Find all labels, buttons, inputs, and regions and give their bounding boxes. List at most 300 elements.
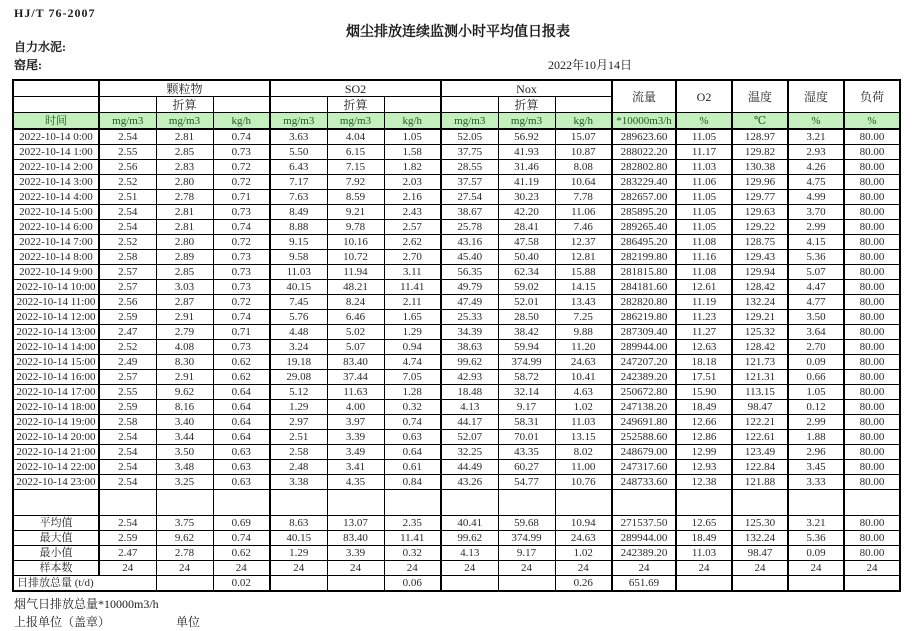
page-title: 烟尘排放连续监测小时平均值日报表 xyxy=(346,25,570,40)
value-cell: 0.72 xyxy=(213,235,270,250)
header-cell-unit: % xyxy=(788,113,844,130)
header-cell-sub xyxy=(213,97,270,113)
value-cell: 0.63 xyxy=(384,430,441,445)
value-cell: 17.51 xyxy=(676,370,732,385)
value-cell: 80.00 xyxy=(844,220,900,235)
value-cell: 1.29 xyxy=(270,400,327,415)
value-cell: 5.12 xyxy=(270,385,327,400)
time-cell: 2022-10-14 2:00 xyxy=(13,160,99,175)
value-cell: 10.76 xyxy=(555,475,612,490)
value-cell: 2.57 xyxy=(384,220,441,235)
summary-value-cell: 2.78 xyxy=(156,546,213,561)
value-cell: 11.94 xyxy=(327,265,384,280)
value-cell: 0.12 xyxy=(788,400,844,415)
value-cell: 80.00 xyxy=(844,460,900,475)
spacer-cell xyxy=(13,490,99,516)
summary-value-cell: 12.65 xyxy=(676,516,732,531)
value-cell: 2.59 xyxy=(99,310,156,325)
value-cell: 289944.00 xyxy=(612,340,676,355)
value-cell: 2.56 xyxy=(99,160,156,175)
value-cell: 9.21 xyxy=(327,205,384,220)
value-cell: 54.77 xyxy=(498,475,555,490)
value-cell: 282820.80 xyxy=(612,295,676,310)
value-cell: 2.99 xyxy=(788,415,844,430)
value-cell: 12.86 xyxy=(676,430,732,445)
value-cell: 7.46 xyxy=(555,220,612,235)
value-cell: 2.99 xyxy=(788,220,844,235)
value-cell: 18.18 xyxy=(676,355,732,370)
summary-value-cell: 40.41 xyxy=(441,516,498,531)
value-cell: 19.18 xyxy=(270,355,327,370)
summary-value-cell: 374.99 xyxy=(498,531,555,546)
header-cell-sub: 折算 xyxy=(498,97,555,113)
value-cell: 5.07 xyxy=(327,340,384,355)
summary-label-cell: 最大值 xyxy=(13,531,99,546)
daily-total-value-cell: 0.02 xyxy=(213,576,270,592)
value-cell: 2.96 xyxy=(788,445,844,460)
time-cell: 2022-10-14 10:00 xyxy=(13,280,99,295)
header-cell-single: O2 xyxy=(676,80,732,113)
value-cell: 9.17 xyxy=(498,400,555,415)
value-cell: 80.00 xyxy=(844,129,900,145)
summary-value-cell: 0.74 xyxy=(213,531,270,546)
value-cell: 11.05 xyxy=(676,190,732,205)
value-cell: 32.25 xyxy=(441,445,498,460)
value-cell: 80.00 xyxy=(844,445,900,460)
value-cell: 122.61 xyxy=(732,430,788,445)
value-cell: 80.00 xyxy=(844,385,900,400)
value-cell: 4.04 xyxy=(327,129,384,145)
value-cell: 248733.60 xyxy=(612,475,676,490)
time-cell: 2022-10-14 20:00 xyxy=(13,430,99,445)
summary-value-cell: 0.62 xyxy=(213,546,270,561)
value-cell: 2.55 xyxy=(99,145,156,160)
value-cell: 289265.40 xyxy=(612,220,676,235)
report-date: 2022年10月14日 xyxy=(548,58,633,72)
daily-total-value-cell: 651.69 xyxy=(612,576,676,592)
value-cell: 7.15 xyxy=(327,160,384,175)
value-cell: 80.00 xyxy=(844,370,900,385)
time-cell: 2022-10-14 15:00 xyxy=(13,355,99,370)
value-cell: 247207.20 xyxy=(612,355,676,370)
value-cell: 3.50 xyxy=(788,310,844,325)
header-cell-empty xyxy=(13,97,99,113)
value-cell: 1.88 xyxy=(788,430,844,445)
value-cell: 2.70 xyxy=(788,340,844,355)
value-cell: 12.66 xyxy=(676,415,732,430)
value-cell: 0.72 xyxy=(213,295,270,310)
value-cell: 122.21 xyxy=(732,415,788,430)
value-cell: 0.73 xyxy=(213,280,270,295)
time-cell: 2022-10-14 21:00 xyxy=(13,445,99,460)
value-cell: 42.93 xyxy=(441,370,498,385)
value-cell: 2.89 xyxy=(156,250,213,265)
value-cell: 59.02 xyxy=(498,280,555,295)
daily-total-value-cell xyxy=(156,576,213,592)
value-cell: 7.05 xyxy=(384,370,441,385)
value-cell: 25.33 xyxy=(441,310,498,325)
header-cell-unit: mg/m3 xyxy=(498,113,555,130)
value-cell: 2.80 xyxy=(156,175,213,190)
value-cell: 282199.80 xyxy=(612,250,676,265)
value-cell: 80.00 xyxy=(844,235,900,250)
value-cell: 11.17 xyxy=(676,145,732,160)
value-cell: 281815.80 xyxy=(612,265,676,280)
value-cell: 8.49 xyxy=(270,205,327,220)
value-cell: 249691.80 xyxy=(612,415,676,430)
value-cell: 11.63 xyxy=(327,385,384,400)
value-cell: 28.55 xyxy=(441,160,498,175)
value-cell: 2.93 xyxy=(788,145,844,160)
time-cell: 2022-10-14 11:00 xyxy=(13,295,99,310)
time-cell: 2022-10-14 1:00 xyxy=(13,145,99,160)
value-cell: 3.41 xyxy=(327,460,384,475)
value-cell: 11.05 xyxy=(676,220,732,235)
value-cell: 0.74 xyxy=(213,310,270,325)
value-cell: 121.73 xyxy=(732,355,788,370)
summary-value-cell: 24 xyxy=(270,561,327,576)
value-cell: 121.31 xyxy=(732,370,788,385)
value-cell: 80.00 xyxy=(844,400,900,415)
header-cell-single: 负荷 xyxy=(844,80,900,113)
value-cell: 5.50 xyxy=(270,145,327,160)
value-cell: 28.50 xyxy=(498,310,555,325)
value-cell: 83.40 xyxy=(327,355,384,370)
value-cell: 11.00 xyxy=(555,460,612,475)
value-cell: 7.78 xyxy=(555,190,612,205)
value-cell: 2.97 xyxy=(270,415,327,430)
value-cell: 9.62 xyxy=(156,385,213,400)
value-cell: 2.54 xyxy=(99,129,156,145)
value-cell: 7.92 xyxy=(327,175,384,190)
summary-value-cell: 83.40 xyxy=(327,531,384,546)
value-cell: 49.79 xyxy=(441,280,498,295)
value-cell: 15.88 xyxy=(555,265,612,280)
value-cell: 128.42 xyxy=(732,340,788,355)
value-cell: 0.74 xyxy=(384,415,441,430)
time-cell: 2022-10-14 6:00 xyxy=(13,220,99,235)
value-cell: 11.41 xyxy=(384,280,441,295)
value-cell: 80.00 xyxy=(844,160,900,175)
spacer-cell xyxy=(327,490,384,516)
value-cell: 3.44 xyxy=(156,430,213,445)
value-cell: 7.45 xyxy=(270,295,327,310)
value-cell: 0.63 xyxy=(213,475,270,490)
value-cell: 0.63 xyxy=(213,460,270,475)
value-cell: 2.91 xyxy=(156,370,213,385)
header-cell-single: 流量 xyxy=(612,80,676,113)
header-cell-unit: *10000m3/h xyxy=(612,113,676,130)
value-cell: 4.48 xyxy=(270,325,327,340)
summary-value-cell: 24 xyxy=(498,561,555,576)
value-cell: 242389.20 xyxy=(612,370,676,385)
value-cell: 1.82 xyxy=(384,160,441,175)
summary-value-cell: 24 xyxy=(555,561,612,576)
value-cell: 0.71 xyxy=(213,190,270,205)
value-cell: 2.87 xyxy=(156,295,213,310)
summary-value-cell: 2.59 xyxy=(99,531,156,546)
spacer-cell xyxy=(844,490,900,516)
summary-value-cell: 271537.50 xyxy=(612,516,676,531)
summary-value-cell: 3.21 xyxy=(788,516,844,531)
summary-value-cell: 24 xyxy=(612,561,676,576)
value-cell: 0.73 xyxy=(213,205,270,220)
value-cell: 2.54 xyxy=(99,445,156,460)
value-cell: 80.00 xyxy=(844,190,900,205)
value-cell: 5.36 xyxy=(788,250,844,265)
header-cell-group: 颗粒物 xyxy=(99,80,270,97)
value-cell: 2.54 xyxy=(99,475,156,490)
value-cell: 2.52 xyxy=(99,340,156,355)
value-cell: 287309.40 xyxy=(612,325,676,340)
daily-total-value-cell xyxy=(327,576,384,592)
value-cell: 3.11 xyxy=(384,265,441,280)
value-cell: 3.21 xyxy=(788,129,844,145)
value-cell: 47.49 xyxy=(441,295,498,310)
value-cell: 45.40 xyxy=(441,250,498,265)
value-cell: 288022.20 xyxy=(612,145,676,160)
daily-total-value-cell xyxy=(676,576,732,592)
value-cell: 0.72 xyxy=(213,160,270,175)
value-cell: 2.54 xyxy=(99,460,156,475)
location-label: 窑尾: xyxy=(14,58,42,72)
summary-value-cell: 18.49 xyxy=(676,531,732,546)
header-cell-sub xyxy=(384,97,441,113)
daily-total-value-cell xyxy=(498,576,555,592)
summary-value-cell: 24 xyxy=(384,561,441,576)
header-cell-sub: 折算 xyxy=(156,97,213,113)
time-cell: 2022-10-14 9:00 xyxy=(13,265,99,280)
value-cell: 3.49 xyxy=(327,445,384,460)
value-cell: 99.62 xyxy=(441,355,498,370)
summary-value-cell: 0.69 xyxy=(213,516,270,531)
value-cell: 2.51 xyxy=(270,430,327,445)
value-cell: 129.94 xyxy=(732,265,788,280)
summary-label-cell: 样本数 xyxy=(13,561,99,576)
value-cell: 3.63 xyxy=(270,129,327,145)
summary-label-cell: 最小值 xyxy=(13,546,99,561)
time-cell: 2022-10-14 3:00 xyxy=(13,175,99,190)
spacer-cell xyxy=(270,490,327,516)
value-cell: 2.56 xyxy=(99,295,156,310)
value-cell: 11.03 xyxy=(676,160,732,175)
summary-value-cell: 40.15 xyxy=(270,531,327,546)
summary-value-cell: 59.68 xyxy=(498,516,555,531)
summary-value-cell: 13.07 xyxy=(327,516,384,531)
value-cell: 11.05 xyxy=(676,129,732,145)
value-cell: 15.90 xyxy=(676,385,732,400)
value-cell: 11.08 xyxy=(676,265,732,280)
value-cell: 2.43 xyxy=(384,205,441,220)
summary-value-cell: 99.62 xyxy=(441,531,498,546)
value-cell: 41.93 xyxy=(498,145,555,160)
value-cell: 2.81 xyxy=(156,220,213,235)
summary-value-cell: 24 xyxy=(99,561,156,576)
summary-value-cell: 98.47 xyxy=(732,546,788,561)
value-cell: 128.97 xyxy=(732,129,788,145)
value-cell: 2.85 xyxy=(156,265,213,280)
value-cell: 10.87 xyxy=(555,145,612,160)
time-cell: 2022-10-14 22:00 xyxy=(13,460,99,475)
value-cell: 4.15 xyxy=(788,235,844,250)
value-cell: 0.74 xyxy=(213,129,270,145)
summary-value-cell: 24 xyxy=(156,561,213,576)
header-cell-unit: kg/h xyxy=(384,113,441,130)
value-cell: 52.05 xyxy=(441,129,498,145)
value-cell: 2.54 xyxy=(99,205,156,220)
summary-value-cell: 11.03 xyxy=(676,546,732,561)
summary-value-cell: 0.32 xyxy=(384,546,441,561)
spacer-cell xyxy=(384,490,441,516)
value-cell: 37.75 xyxy=(441,145,498,160)
value-cell: 58.72 xyxy=(498,370,555,385)
value-cell: 13.15 xyxy=(555,430,612,445)
value-cell: 7.25 xyxy=(555,310,612,325)
value-cell: 80.00 xyxy=(844,205,900,220)
value-cell: 6.43 xyxy=(270,160,327,175)
value-cell: 0.09 xyxy=(788,355,844,370)
daily-total-label-cell: 日排放总量 (t/d) xyxy=(13,576,156,592)
spacer-cell xyxy=(441,490,498,516)
header-cell-sub xyxy=(99,97,156,113)
value-cell: 52.07 xyxy=(441,430,498,445)
value-cell: 2.16 xyxy=(384,190,441,205)
value-cell: 125.32 xyxy=(732,325,788,340)
value-cell: 11.20 xyxy=(555,340,612,355)
summary-value-cell: 242389.20 xyxy=(612,546,676,561)
value-cell: 25.78 xyxy=(441,220,498,235)
value-cell: 3.50 xyxy=(156,445,213,460)
value-cell: 0.94 xyxy=(384,340,441,355)
value-cell: 2.49 xyxy=(99,355,156,370)
value-cell: 2.78 xyxy=(156,190,213,205)
value-cell: 2.54 xyxy=(99,430,156,445)
value-cell: 58.31 xyxy=(498,415,555,430)
value-cell: 0.66 xyxy=(788,370,844,385)
value-cell: 8.02 xyxy=(555,445,612,460)
value-cell: 80.00 xyxy=(844,175,900,190)
header-cell-empty xyxy=(13,80,99,97)
value-cell: 128.75 xyxy=(732,235,788,250)
value-cell: 8.59 xyxy=(327,190,384,205)
summary-value-cell: 9.17 xyxy=(498,546,555,561)
summary-value-cell: 24 xyxy=(441,561,498,576)
value-cell: 5.76 xyxy=(270,310,327,325)
value-cell: 2.79 xyxy=(156,325,213,340)
summary-value-cell: 24.63 xyxy=(555,531,612,546)
header-cell-unit: ℃ xyxy=(732,113,788,130)
summary-value-cell: 4.13 xyxy=(441,546,498,561)
value-cell: 0.64 xyxy=(384,445,441,460)
value-cell: 56.92 xyxy=(498,129,555,145)
summary-value-cell: 125.30 xyxy=(732,516,788,531)
value-cell: 2.11 xyxy=(384,295,441,310)
value-cell: 80.00 xyxy=(844,355,900,370)
value-cell: 38.63 xyxy=(441,340,498,355)
value-cell: 3.40 xyxy=(156,415,213,430)
value-cell: 62.34 xyxy=(498,265,555,280)
daily-total-value-cell xyxy=(270,576,327,592)
value-cell: 132.24 xyxy=(732,295,788,310)
value-cell: 8.30 xyxy=(156,355,213,370)
value-cell: 4.74 xyxy=(384,355,441,370)
spacer-cell xyxy=(156,490,213,516)
value-cell: 3.45 xyxy=(788,460,844,475)
value-cell: 80.00 xyxy=(844,310,900,325)
value-cell: 113.15 xyxy=(732,385,788,400)
time-cell: 2022-10-14 8:00 xyxy=(13,250,99,265)
value-cell: 129.82 xyxy=(732,145,788,160)
header-cell-unit: kg/h xyxy=(213,113,270,130)
value-cell: 2.55 xyxy=(99,385,156,400)
value-cell: 121.88 xyxy=(732,475,788,490)
summary-value-cell: 3.75 xyxy=(156,516,213,531)
spacer-cell xyxy=(676,490,732,516)
value-cell: 41.19 xyxy=(498,175,555,190)
time-cell: 2022-10-14 12:00 xyxy=(13,310,99,325)
value-cell: 24.63 xyxy=(555,355,612,370)
value-cell: 4.99 xyxy=(788,190,844,205)
value-cell: 4.35 xyxy=(327,475,384,490)
value-cell: 2.57 xyxy=(99,280,156,295)
value-cell: 4.08 xyxy=(156,340,213,355)
value-cell: 29.08 xyxy=(270,370,327,385)
value-cell: 2.51 xyxy=(99,190,156,205)
value-cell: 56.35 xyxy=(441,265,498,280)
value-cell: 2.57 xyxy=(99,265,156,280)
value-cell: 11.05 xyxy=(676,205,732,220)
company-label: 自力水泥: xyxy=(14,40,66,54)
report-table-body xyxy=(13,80,900,591)
value-cell: 4.63 xyxy=(555,385,612,400)
header-cell-time: 时间 xyxy=(13,113,99,130)
value-cell: 2.52 xyxy=(99,235,156,250)
value-cell: 80.00 xyxy=(844,415,900,430)
value-cell: 48.21 xyxy=(327,280,384,295)
value-cell: 32.14 xyxy=(498,385,555,400)
spacer-cell xyxy=(732,490,788,516)
value-cell: 4.13 xyxy=(441,400,498,415)
value-cell: 12.38 xyxy=(676,475,732,490)
header-cell-unit: % xyxy=(676,113,732,130)
value-cell: 9.78 xyxy=(327,220,384,235)
value-cell: 0.73 xyxy=(213,145,270,160)
value-cell: 2.59 xyxy=(99,400,156,415)
value-cell: 1.29 xyxy=(384,325,441,340)
value-cell: 252588.60 xyxy=(612,430,676,445)
value-cell: 1.05 xyxy=(788,385,844,400)
value-cell: 10.64 xyxy=(555,175,612,190)
value-cell: 0.62 xyxy=(213,355,270,370)
value-cell: 5.07 xyxy=(788,265,844,280)
header-cell-group: SO2 xyxy=(270,80,441,97)
summary-value-cell: 24 xyxy=(213,561,270,576)
time-cell: 2022-10-14 0:00 xyxy=(13,129,99,145)
header-cell-unit: mg/m3 xyxy=(441,113,498,130)
summary-value-cell: 24 xyxy=(732,561,788,576)
value-cell: 248679.00 xyxy=(612,445,676,460)
value-cell: 129.22 xyxy=(732,220,788,235)
value-cell: 129.63 xyxy=(732,205,788,220)
value-cell: 12.63 xyxy=(676,340,732,355)
value-cell: 130.38 xyxy=(732,160,788,175)
value-cell: 44.17 xyxy=(441,415,498,430)
summary-value-cell: 24 xyxy=(676,561,732,576)
header-cell-unit: mg/m3 xyxy=(99,113,156,130)
value-cell: 247317.60 xyxy=(612,460,676,475)
time-cell: 2022-10-14 7:00 xyxy=(13,235,99,250)
value-cell: 3.39 xyxy=(327,430,384,445)
